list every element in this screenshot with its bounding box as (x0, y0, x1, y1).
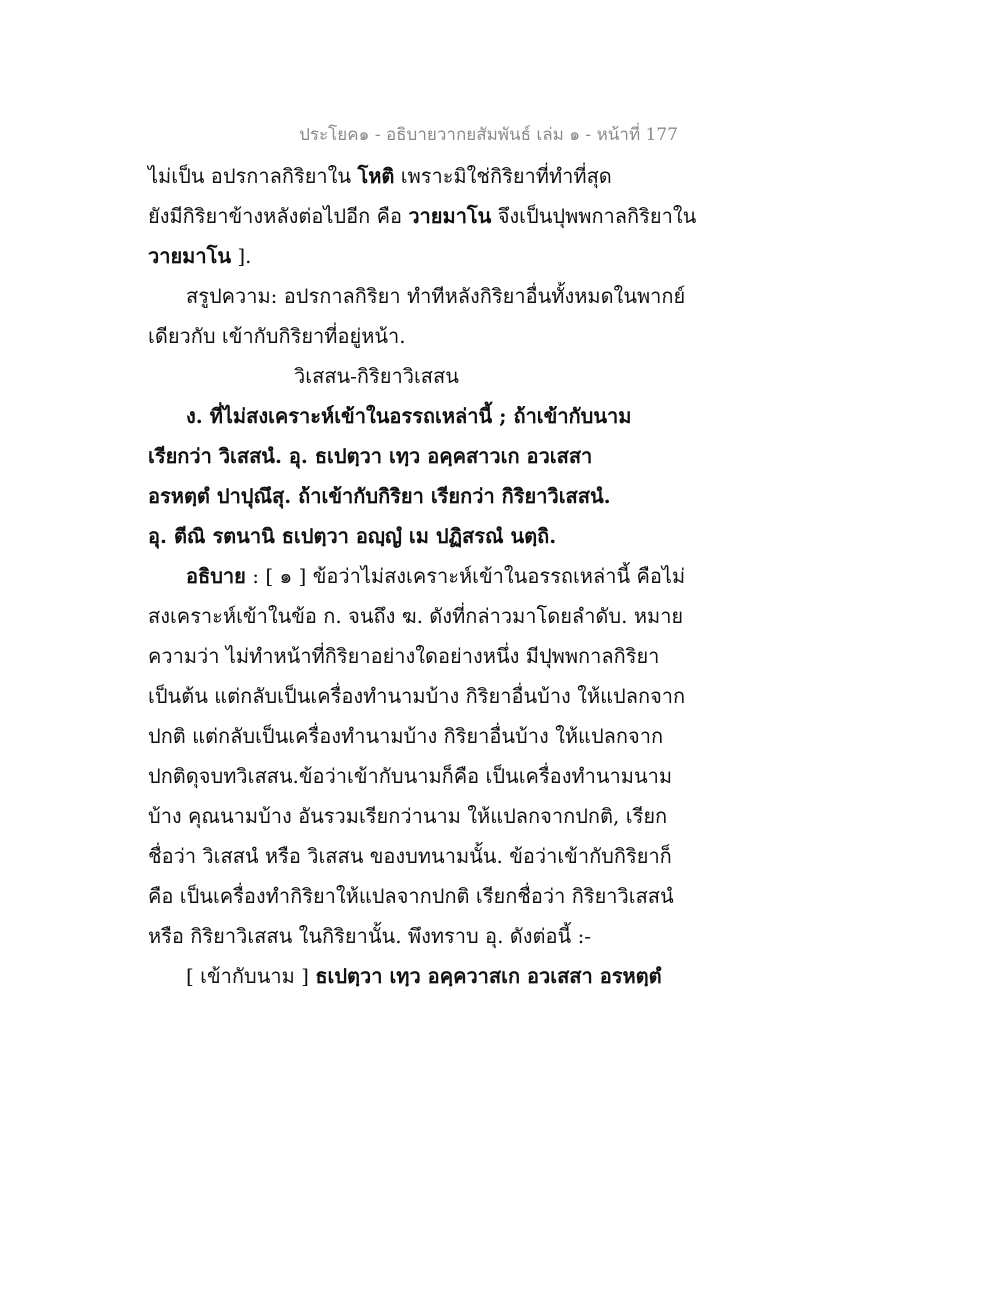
text-segment: ชื่อว่า วิเสสนํ หรือ วิเสสน ของบทนามนั้น. ข้อว่าเข้ากับกิริยาก็ (148, 844, 672, 868)
explanation-line (148, 716, 688, 756)
text-line (148, 316, 688, 356)
explanation-line (148, 596, 688, 636)
text-segment: : [ ๑ ] ข้อว่าไม่สงเคราะห์เข้าในอรรถเหล่านี้ คือไม่ (245, 564, 686, 588)
text-line (148, 196, 697, 236)
explanation-line (148, 636, 688, 676)
bold-text-segment: เรียกว่า วิเสสนํ. อุ. ธเปตฺวา เทฺว อคฺคสาวเก อวเสสา (148, 444, 593, 468)
explanation-line (148, 876, 688, 916)
summary-line (148, 276, 688, 316)
explanation-line (148, 756, 688, 796)
section-heading (148, 356, 688, 396)
text-segment: เดียวกับ เข้ากับกิริยาที่อยู่หน้า. (148, 324, 406, 348)
rule-line (148, 516, 688, 556)
explanation-line (148, 556, 688, 596)
text-segment: [ เข้ากับนาม ] (186, 964, 316, 988)
text-segment: ปกติดุจบทวิเสสน.ข้อว่าเข้ากับนามก็คือ เป็นเครื่องทำนามนาม (148, 764, 673, 788)
bold-text-segment: ง. ที่ไม่สงเคราะห์เข้าในอรรถเหล่านี้ ; ถ้าเข้ากับนาม (186, 404, 632, 428)
text-segment: วิเสสน-กิริยาวิเสสน (294, 364, 459, 388)
bold-text-segment: ธเปตฺวา เทฺว อคฺควาสเก อวเสสา อรหตฺตํ (315, 964, 662, 988)
explanation-line (148, 916, 688, 956)
text-segment: ]. (231, 244, 252, 268)
bold-text-segment: อุ. ตีณิ รตนานิ ธเปตฺวา อญฺญํ เม ปฏิสรณํ นตฺถิ. (148, 524, 557, 548)
page-header: ประโยค๑ - อธิบายวากยสัมพันธ์ เล่ม ๑ - หน้าที่ 177 (299, 125, 678, 145)
bold-text-segment: วายมาโน (148, 244, 232, 268)
text-segment: จึงเป็นปุพพกาลกิริยาใน (491, 204, 697, 228)
text-segment: หรือ กิริยาวิเสสน ในกิริยานั้น. พึงทราบ อุ. ดังต่อนี้ :- (148, 924, 592, 948)
document-body (148, 156, 697, 996)
text-segment: เป็นต้น แต่กลับเป็นเครื่องทำนามบ้าง กิริยาอื่นบ้าง ให้แปลกจาก (148, 684, 686, 708)
example-line (148, 956, 688, 996)
text-segment: ความว่า ไม่ทำหน้าที่กิริยาอย่างใดอย่างหนึ่ง มีปุพพกาลกิริยา (148, 644, 660, 668)
bold-text-segment: วายมาโน (408, 204, 492, 228)
text-segment: คือ เป็นเครื่องทำกิริยาให้แปลจากปกติ เรียกชื่อว่า กิริยาวิเสสนํ (148, 884, 674, 908)
bold-text-segment: โหติ (357, 164, 395, 188)
text-segment: สงเคราะห์เข้าในข้อ ก. จนถึง ฆ. ดังที่กล่าวมาโดยลำดับ. หมาย (148, 604, 684, 628)
text-line (148, 156, 688, 196)
text-segment: บ้าง คุณนามบ้าง อันรวมเรียกว่านาม ให้แปลกจากปกติ, เรียก (148, 804, 668, 828)
explanation-line (148, 796, 688, 836)
rule-line (148, 476, 688, 516)
text-segment: ยังมีกิริยาข้างหลังต่อไปอีก คือ (148, 204, 409, 228)
text-segment: เพราะมิใช่กิริยาที่ทำที่สุด (394, 164, 612, 188)
text-line (148, 236, 688, 276)
rule-line (148, 436, 688, 476)
text-segment: สรูปความ: อปรกาลกิริยา ทำทีหลังกิริยาอื่นทั้งหมดในพากย์ (186, 284, 686, 308)
explanation-line (148, 836, 688, 876)
text-segment: ปกติ แต่กลับเป็นเครื่องทำนามบ้าง กิริยาอื่นบ้าง ให้แปลกจาก (148, 724, 664, 748)
bold-text-segment: อธิบาย (186, 564, 246, 588)
explanation-line (148, 676, 688, 716)
rule-line (148, 396, 688, 436)
bold-text-segment: อรหตฺตํ ปาปุณึสุ. ถ้าเข้ากับกิริยา เรียกว่า กิริยาวิเสสนํ. (148, 484, 611, 508)
text-segment: ไม่เป็น อปรกาลกิริยาใน (148, 164, 358, 188)
